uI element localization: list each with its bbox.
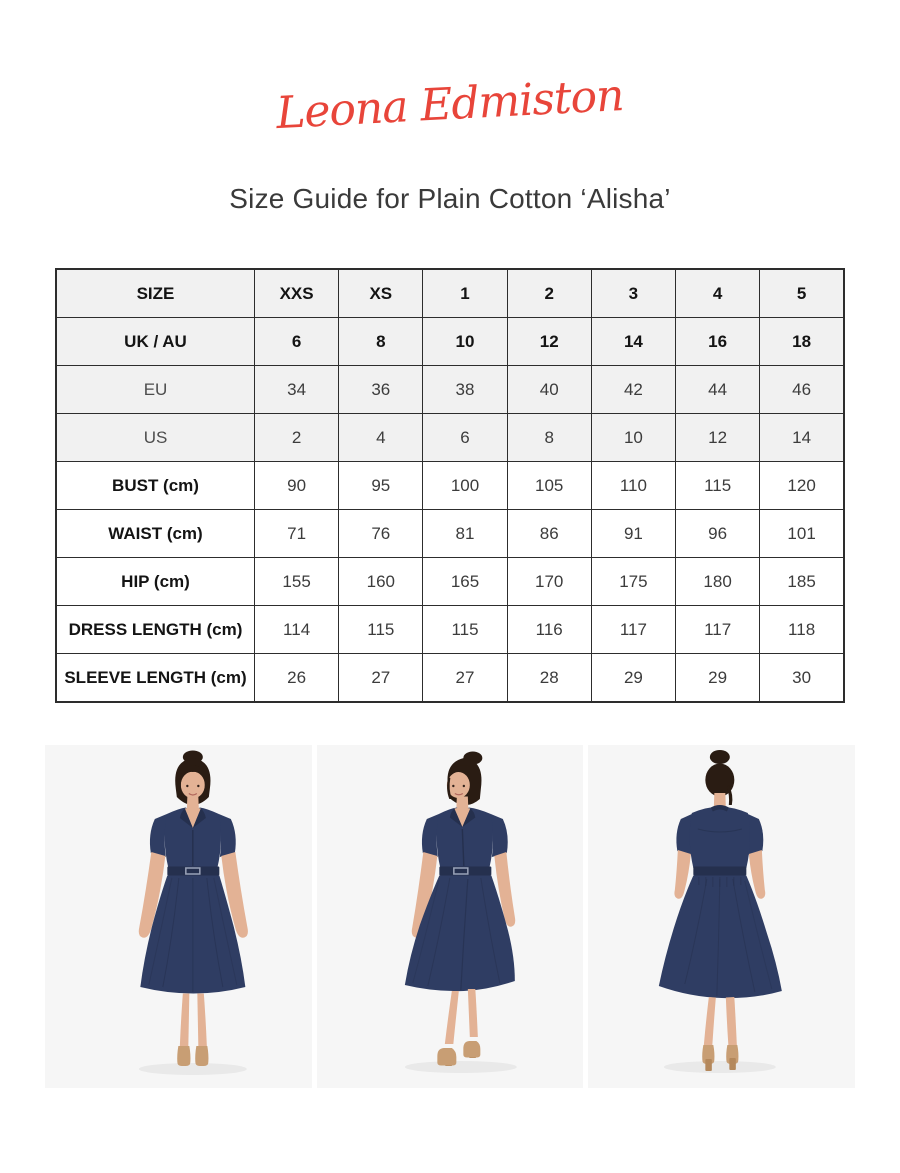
size-table-header-cell: XS	[339, 269, 423, 318]
size-table-cell: 185	[760, 558, 844, 606]
size-table-cell: 155	[255, 558, 339, 606]
size-table-cell: 116	[507, 606, 591, 654]
size-table-row-label: SIZE	[56, 269, 255, 318]
size-table-cell: 76	[339, 510, 423, 558]
size-table-cell: 27	[339, 654, 423, 703]
size-table-cell: 29	[591, 654, 675, 703]
size-table-cell: 38	[423, 366, 507, 414]
product-photo-back	[588, 745, 855, 1088]
size-table-cell: 27	[423, 654, 507, 703]
size-table-cell: 12	[507, 318, 591, 366]
neck	[456, 797, 468, 810]
table-row-uk-au	[56, 318, 844, 366]
model-front-illustration	[45, 745, 312, 1088]
size-table-cell: 6	[255, 318, 339, 366]
page-title: Size Guide for Plain Cotton ‘Alisha’	[229, 183, 671, 214]
table-row-sleeve-length	[56, 654, 844, 703]
size-table-cell: 115	[423, 606, 507, 654]
size-table-row-label: DRESS LENGTH (cm)	[56, 606, 255, 654]
table-row-dress-length	[56, 606, 844, 654]
size-table-cell: 8	[507, 414, 591, 462]
size-table-cell: 180	[676, 558, 760, 606]
size-table-cell: 14	[760, 414, 844, 462]
size-table-cell: 36	[339, 366, 423, 414]
size-table-cell: 175	[591, 558, 675, 606]
size-table-row-label: UK / AU	[56, 318, 255, 366]
size-table-container	[55, 268, 845, 703]
size-table-cell: 28	[507, 654, 591, 703]
size-table-cell: 46	[760, 366, 844, 414]
size-table-cell: 34	[255, 366, 339, 414]
size-table	[55, 268, 845, 703]
size-table-cell: 114	[255, 606, 339, 654]
size-table-cell: 40	[507, 366, 591, 414]
table-row-us	[56, 414, 844, 462]
size-table-row-label: HIP (cm)	[56, 558, 255, 606]
size-table-cell: 10	[423, 318, 507, 366]
size-table-cell: 100	[423, 462, 507, 510]
brand-logo	[0, 50, 900, 158]
size-table-header-cell: 5	[760, 269, 844, 318]
size-table-row-label: US	[56, 414, 255, 462]
size-table-cell: 105	[507, 462, 591, 510]
belt	[439, 867, 491, 876]
size-table-cell: 110	[591, 462, 675, 510]
product-photo-three-quarter	[317, 745, 584, 1088]
neck	[187, 797, 199, 809]
size-table-row-label: SLEEVE LENGTH (cm)	[56, 654, 255, 703]
size-table-cell: 30	[760, 654, 844, 703]
brand-logo-text: Leona Edmiston	[275, 69, 625, 139]
size-table-cell: 26	[255, 654, 339, 703]
size-table-row-label: EU	[56, 366, 255, 414]
size-table-cell: 101	[760, 510, 844, 558]
size-table-cell: 86	[507, 510, 591, 558]
size-table-cell: 118	[760, 606, 844, 654]
size-table-cell: 71	[255, 510, 339, 558]
size-table-cell: 115	[676, 462, 760, 510]
table-row-size	[56, 269, 844, 318]
size-table-cell: 18	[760, 318, 844, 366]
size-table-cell: 96	[676, 510, 760, 558]
size-table-cell: 81	[423, 510, 507, 558]
size-table-cell: 170	[507, 558, 591, 606]
size-table-cell: 95	[339, 462, 423, 510]
size-table-cell: 160	[339, 558, 423, 606]
size-table-cell: 4	[339, 414, 423, 462]
product-photo-front	[45, 745, 312, 1088]
size-table-cell: 8	[339, 318, 423, 366]
table-row-eu	[56, 366, 844, 414]
size-table-row-label: BUST (cm)	[56, 462, 255, 510]
size-table-cell: 16	[676, 318, 760, 366]
size-table-cell: 44	[676, 366, 760, 414]
size-table-cell: 90	[255, 462, 339, 510]
model-back-illustration	[588, 745, 855, 1088]
size-table-cell: 2	[255, 414, 339, 462]
neck	[714, 793, 726, 807]
table-row-hip	[56, 558, 844, 606]
size-table-header-cell: 4	[676, 269, 760, 318]
size-table-cell: 12	[676, 414, 760, 462]
size-table-cell: 120	[760, 462, 844, 510]
size-table-cell: 10	[591, 414, 675, 462]
page-header	[0, 0, 900, 216]
table-row-bust	[56, 462, 844, 510]
table-row-waist	[56, 510, 844, 558]
belt	[694, 867, 747, 876]
size-table-cell: 165	[423, 558, 507, 606]
size-table-cell: 117	[676, 606, 760, 654]
size-table-cell: 14	[591, 318, 675, 366]
size-table-cell: 42	[591, 366, 675, 414]
product-photo-strip	[45, 745, 855, 1088]
size-table-header-cell: XXS	[255, 269, 339, 318]
model-three-quarter-illustration	[317, 745, 584, 1088]
size-table-cell: 117	[591, 606, 675, 654]
size-table-cell: 29	[676, 654, 760, 703]
size-table-cell: 6	[423, 414, 507, 462]
size-table-cell: 91	[591, 510, 675, 558]
size-table-header-cell: 3	[591, 269, 675, 318]
size-table-header-cell: 2	[507, 269, 591, 318]
size-table-cell: 115	[339, 606, 423, 654]
size-table-header-cell: 1	[423, 269, 507, 318]
size-table-row-label: WAIST (cm)	[56, 510, 255, 558]
belt	[167, 867, 219, 876]
